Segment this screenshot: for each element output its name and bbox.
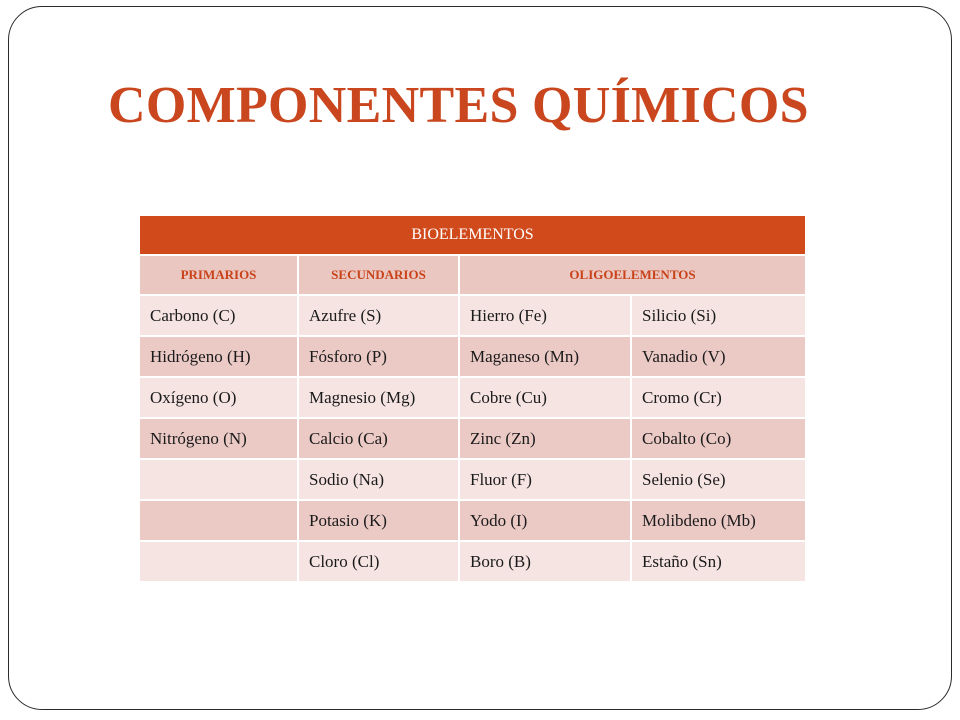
table-header-row xyxy=(140,216,805,255)
table-cell: Yodo (I) xyxy=(459,500,631,541)
table-cell: Potasio (K) xyxy=(298,500,459,541)
category-header-row xyxy=(140,255,805,295)
table-cell xyxy=(140,500,298,541)
table-cell: Carbono (C) xyxy=(140,295,298,336)
table-row xyxy=(140,295,805,336)
table-cell: Nitrógeno (N) xyxy=(140,418,298,459)
table-cell: Molibdeno (Mb) xyxy=(631,500,805,541)
table-cell: Zinc (Zn) xyxy=(459,418,631,459)
table-cell: Cobalto (Co) xyxy=(631,418,805,459)
table-cell: Oxígeno (O) xyxy=(140,377,298,418)
category-oligoelementos: OLIGOELEMENTOS xyxy=(459,255,805,295)
table-row xyxy=(140,377,805,418)
table-row xyxy=(140,541,805,581)
table-cell: Calcio (Ca) xyxy=(298,418,459,459)
table-cell: Fósforo (P) xyxy=(298,336,459,377)
table-cell: Fluor (F) xyxy=(459,459,631,500)
bioelements-table xyxy=(140,216,805,581)
table-cell: Estaño (Sn) xyxy=(631,541,805,581)
table-cell: Silicio (Si) xyxy=(631,295,805,336)
table-cell: Hierro (Fe) xyxy=(459,295,631,336)
table-header-bioelementos: BIOELEMENTOS xyxy=(140,216,805,255)
table-cell xyxy=(140,459,298,500)
table-cell: Hidrógeno (H) xyxy=(140,336,298,377)
table-cell: Vanadio (V) xyxy=(631,336,805,377)
table-cell: Selenio (Se) xyxy=(631,459,805,500)
table-cell: Azufre (S) xyxy=(298,295,459,336)
category-secundarios: SECUNDARIOS xyxy=(298,255,459,295)
table-row xyxy=(140,459,805,500)
table-cell xyxy=(140,541,298,581)
category-primarios: PRIMARIOS xyxy=(140,255,298,295)
table-cell: Sodio (Na) xyxy=(298,459,459,500)
table-row xyxy=(140,500,805,541)
table-cell: Cobre (Cu) xyxy=(459,377,631,418)
slide-title: COMPONENTES QUÍMICOS xyxy=(108,77,809,134)
table-cell: Magnesio (Mg) xyxy=(298,377,459,418)
table-cell: Cloro (Cl) xyxy=(298,541,459,581)
table-cell: Boro (B) xyxy=(459,541,631,581)
table-cell: Cromo (Cr) xyxy=(631,377,805,418)
table-cell: Maganeso (Mn) xyxy=(459,336,631,377)
table-row xyxy=(140,336,805,377)
table-row xyxy=(140,418,805,459)
